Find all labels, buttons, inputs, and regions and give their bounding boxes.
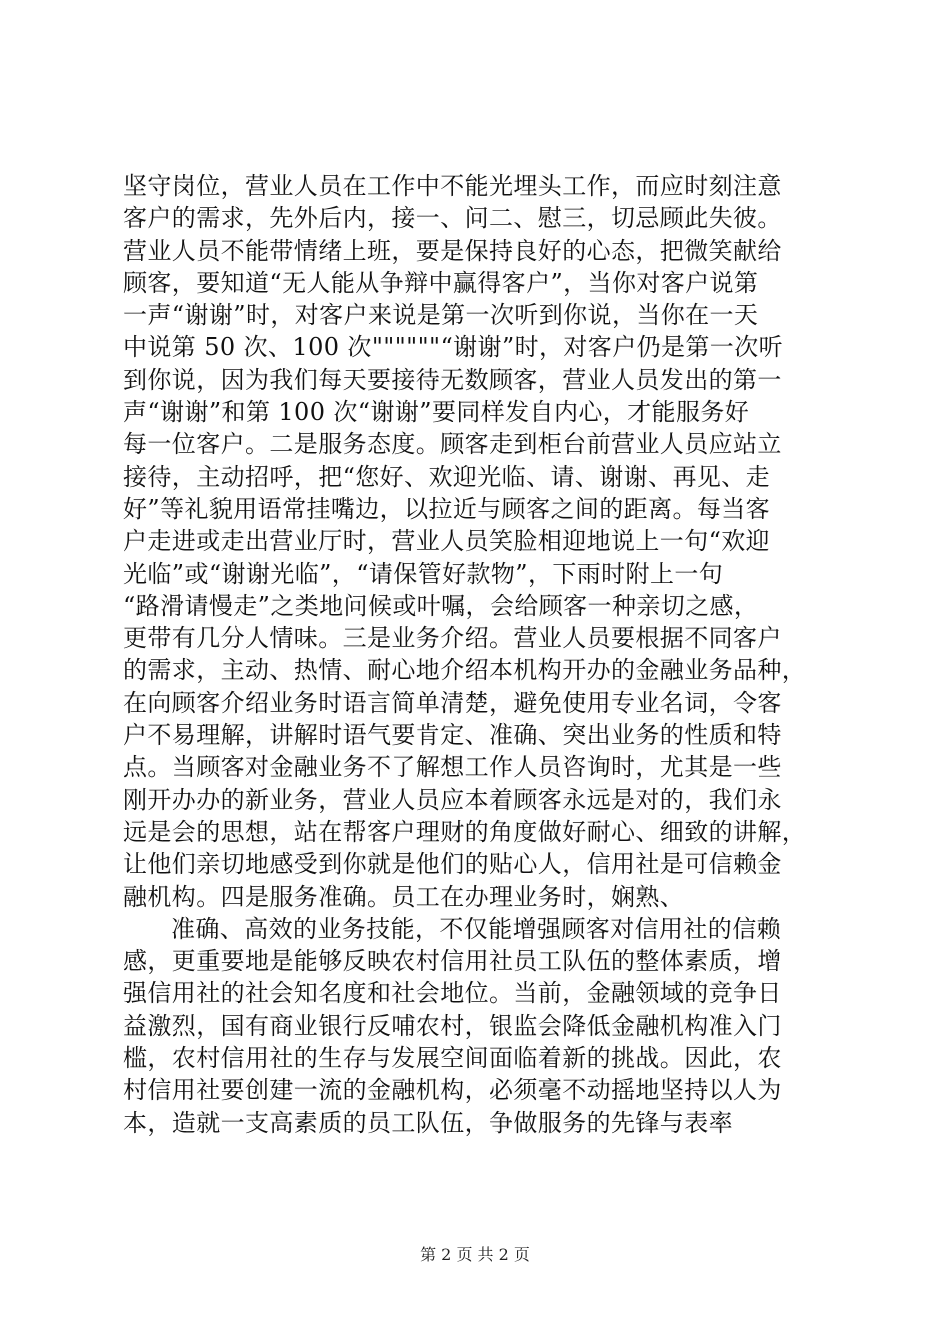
text-line: 好”等礼貌用语常挂嘴边，以拉近与顾客之间的距离。每当客 <box>123 494 771 523</box>
text-line: 准确、高效的业务技能，不仅能增强顾客对信用社的信赖 <box>171 914 781 943</box>
text-line: 营业人员不能带情绪上班，要是保持良好的心态，把微笑献给 <box>123 236 782 265</box>
text-line: 户走进或走出营业厅时，营业人员笑脸相迎地说上一句“欢迎 <box>123 527 771 556</box>
text-line: 声“谢谢”和第 100 次“谢谢”要同样发自内心，才能服务好 <box>123 398 750 427</box>
text-line: 坚守岗位，营业人员在工作中不能光埋头工作，而应时刻注意 <box>123 172 782 200</box>
text-line: “路滑请慢走”之类地问候或叶嘱，会给顾客一种亲切之感， <box>123 591 759 620</box>
text-line: 融机构。四是服务准确。员工在办理业务时，娴熟、 <box>123 882 685 911</box>
text-line: 在向顾客介绍业务时语言简单清楚，避免使用专业名词，令客 <box>123 688 782 717</box>
text-line: 让他们亲切地感受到你就是他们的贴心人，信用社是可信赖金 <box>123 850 782 879</box>
text-line: 客户的需求，先外后内，接一、问二、慰三，切忌顾此失彼。 <box>123 204 782 233</box>
text-line: 感，更重要地是能够反映农村信用社员工队伍的整体素质，增 <box>123 947 782 976</box>
text-line: 点。当顾客对金融业务不了解想工作人员咨询时，尤其是一些 <box>123 753 782 782</box>
text-line: 接待，主动招呼，把“您好、欢迎光临、请、谢谢、再见、走 <box>123 462 771 491</box>
text-line: 刚开办办的新业务，营业人员应本着顾客永远是对的，我们永 <box>123 785 782 814</box>
paragraph-1 <box>123 170 843 913</box>
text-line: 顾客，要知道“无人能从争辩中赢得客户”，当你对客户说第 <box>123 268 759 297</box>
text-line: 每一位客户。二是服务态度。顾客走到柜台前营业人员应站立 <box>123 430 782 459</box>
text-line: 益激烈，国有商业银行反哺农村，银监会降低金融机构准入门 <box>123 1011 782 1040</box>
text-line: 的需求，主动、热情、耐心地介绍本机构开办的金融业务品种， <box>123 656 807 685</box>
text-line: 更带有几分人情味。三是业务介绍。营业人员要根据不同客户 <box>123 624 782 653</box>
text-line: 本，造就一支高素质的员工队伍，争做服务的先锋与表率 <box>123 1108 733 1137</box>
text-line: 一声“谢谢”时，对客户来说是第一次听到你说，当你在一天 <box>123 301 759 330</box>
text-line: 中说第 50 次、100 次""""""“谢谢”时，对客户仍是第一次听 <box>123 333 784 362</box>
text-line: 户不易理解，讲解时语气要肯定、准确、突出业务的性质和特 <box>123 721 782 750</box>
text-line: 远是会的思想，站在帮客户理财的角度做好耐心、细致的讲解， <box>123 817 807 846</box>
text-line: 村信用社要创建一流的金融机构，必须毫不动摇地坚持以人为 <box>123 1076 782 1105</box>
page-number-footer: 第 2 页 共 2 页 <box>420 1245 530 1264</box>
text-line: 强信用社的社会知名度和社会地位。当前，金融领域的竞争日 <box>123 979 782 1008</box>
text-line: 光临”或“谢谢光临”，“请保管好款物”，下雨时附上一句 <box>123 559 724 588</box>
text-line: 到你说，因为我们每天要接待无数顾客，营业人员发出的第一 <box>123 365 782 394</box>
document-body <box>123 170 843 1139</box>
paragraph-2 <box>123 913 843 1139</box>
text-line: 槛，农村信用社的生存与发展空间面临着新的挑战。因此，农 <box>123 1044 782 1073</box>
